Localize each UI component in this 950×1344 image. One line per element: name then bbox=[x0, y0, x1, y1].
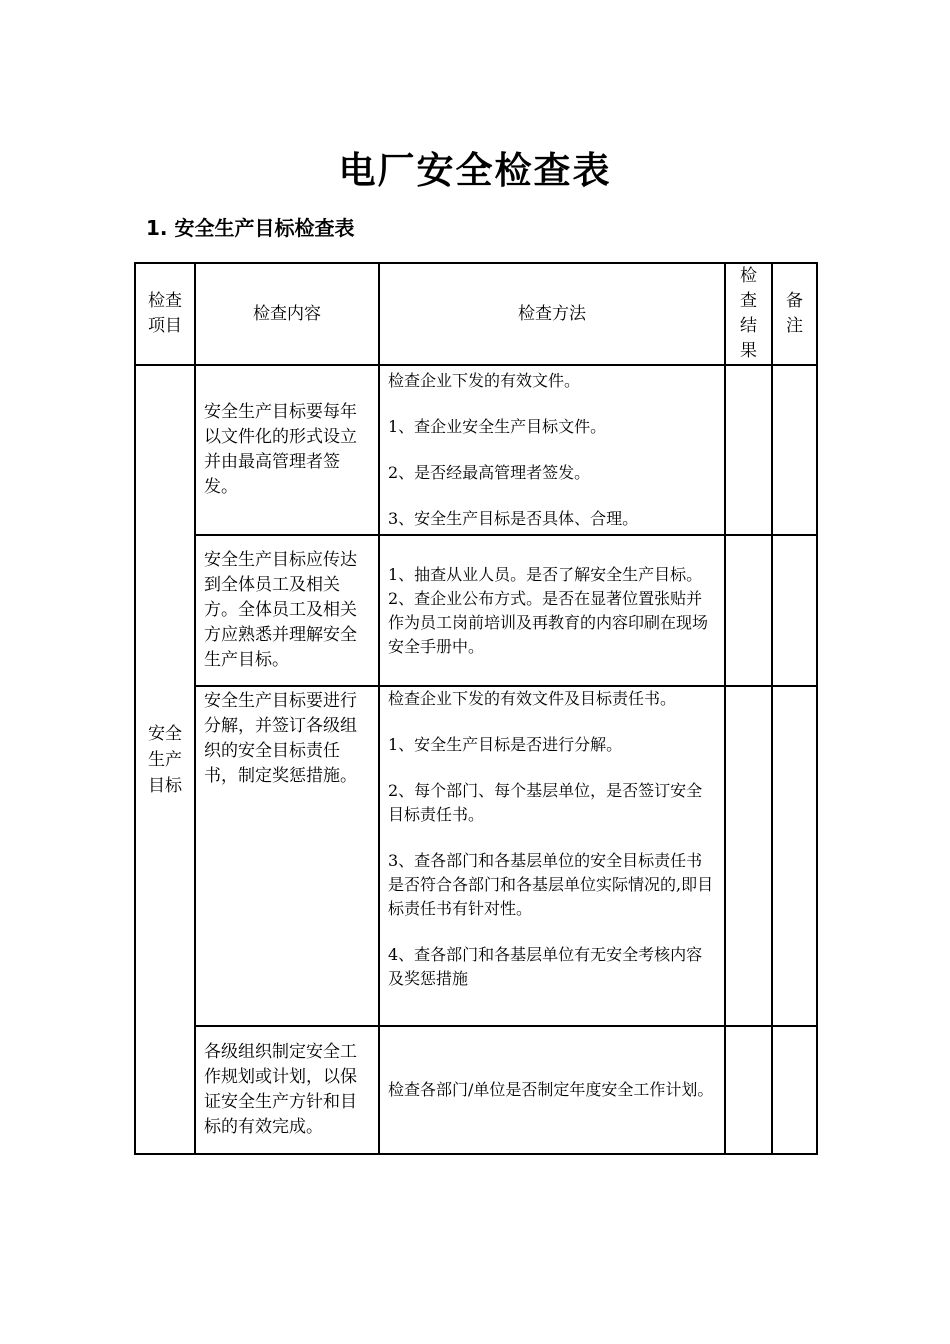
header-check-method: 检查方法 bbox=[379, 263, 725, 365]
section-heading: 1. 安全生产目标检查表 bbox=[146, 216, 355, 240]
remark-cell bbox=[772, 365, 817, 535]
header-row bbox=[135, 263, 817, 365]
method-line: 2、查企业公布方式。是否在显著位置张贴并作为员工岗前培训及再教育的内容印刷在现场安全手册中。 bbox=[388, 588, 709, 656]
method-line: 1、抽查从业人员。是否了解安全生产目标。 bbox=[388, 564, 703, 584]
check-result-cell bbox=[725, 1026, 772, 1154]
header-remark bbox=[772, 263, 817, 365]
remark-cell bbox=[772, 1026, 817, 1154]
method-line: 2、每个部门、每个基层单位，是否签订安全目标责任书。 bbox=[388, 781, 703, 824]
check-result-cell bbox=[725, 535, 772, 686]
method-line: 检查各部门/单位是否制定年度安全工作计划。 bbox=[388, 1080, 714, 1099]
header-check-result-label: 检查结果 bbox=[740, 266, 757, 361]
header-check-result bbox=[725, 263, 772, 365]
check-content-cell: 安全生产目标应传达到全体员工及相关方。全体员工及相关方应熟悉并理解安全生产目标。 bbox=[195, 535, 379, 686]
check-content-cell: 各级组织制定安全工作规划或计划，以保证安全生产方针和目标的有效完成。 bbox=[195, 1026, 379, 1154]
category-cell bbox=[135, 365, 195, 1154]
method-line: 4、查各部门和各基层单位有无安全考核内容及奖惩措施 bbox=[388, 945, 703, 988]
table-row bbox=[135, 535, 817, 686]
method-line: 检查企业下发的有效文件。 bbox=[388, 371, 581, 390]
header-check-item bbox=[135, 263, 195, 365]
table-row bbox=[135, 1026, 817, 1154]
table-row bbox=[135, 686, 817, 1026]
safety-goal-checklist-table bbox=[134, 262, 818, 1155]
check-method-cell bbox=[379, 535, 725, 686]
method-line: 3、安全生产目标是否具体、合理。 bbox=[388, 509, 639, 528]
method-line: 3、查各部门和各基层单位的安全目标责任书是否符合各部门和各基层单位实际情况的,即目标责任书有针对性。 bbox=[388, 851, 714, 918]
check-result-cell bbox=[725, 686, 772, 1026]
category-label: 安全生产目标 bbox=[148, 723, 182, 796]
table-row bbox=[135, 365, 817, 535]
method-line: 1、查企业安全生产目标文件。 bbox=[388, 417, 607, 436]
remark-cell bbox=[772, 686, 817, 1026]
check-method-cell bbox=[379, 365, 725, 535]
document-title: 电厂安全检查表 bbox=[338, 148, 612, 192]
method-line: 检查企业下发的有效文件及目标责任书。 bbox=[388, 689, 677, 708]
check-content-cell: 安全生产目标要每年以文件化的形式设立并由最高管理者签发。 bbox=[195, 365, 379, 535]
check-result-cell bbox=[725, 365, 772, 535]
method-line: 1、安全生产目标是否进行分解。 bbox=[388, 735, 623, 754]
remark-cell bbox=[772, 535, 817, 686]
header-check-item-label: 检查项目 bbox=[148, 291, 182, 336]
check-method-cell bbox=[379, 1026, 725, 1154]
method-line: 2、是否经最高管理者签发。 bbox=[388, 463, 591, 482]
check-content-cell: 安全生产目标要进行分解，并签订各级组织的安全目标责任书，制定奖惩措施。 bbox=[195, 686, 379, 1026]
check-method-cell bbox=[379, 686, 725, 1026]
header-check-content: 检查内容 bbox=[195, 263, 379, 365]
header-remark-label: 备注 bbox=[786, 291, 803, 336]
